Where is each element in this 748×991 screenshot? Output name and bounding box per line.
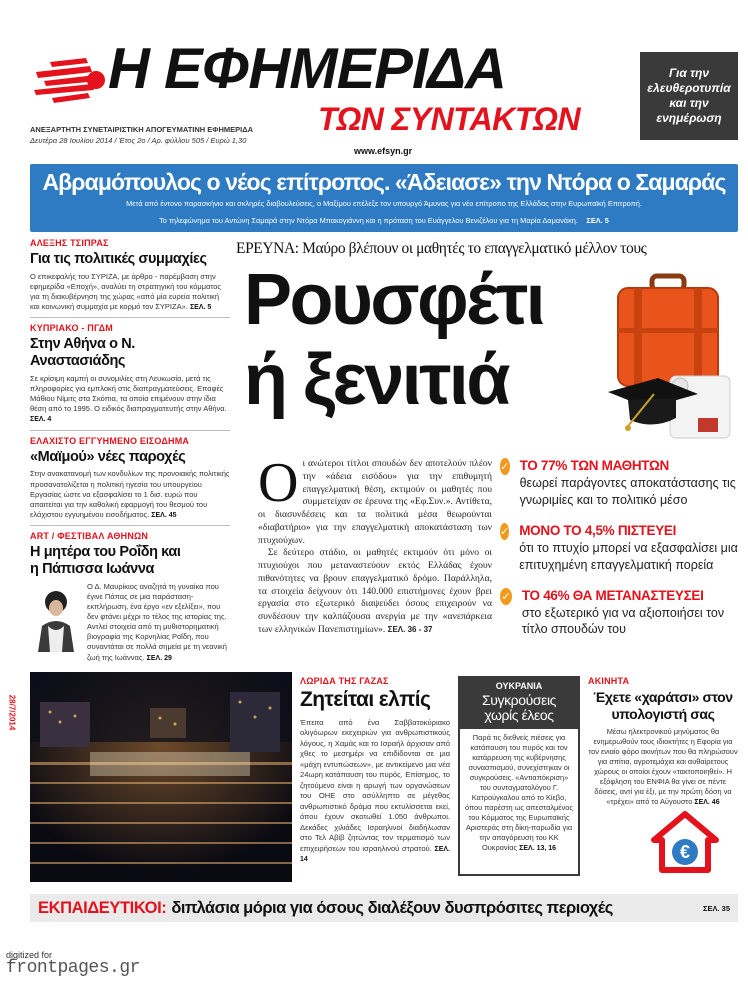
side-date: 28/7/2014 xyxy=(7,694,17,731)
bottom-banner xyxy=(30,894,738,922)
credit xyxy=(6,950,140,978)
check-icon: ✓ xyxy=(500,458,510,475)
bullet-item xyxy=(500,523,738,574)
bullet-head: ΜΟΝΟ ΤΟ 4,5% ΠΙΣΤΕΥΕΙ xyxy=(519,522,677,538)
left-story-3 xyxy=(30,436,230,521)
story-kicker: ΟΥΚΡΑΝΙΑ xyxy=(495,681,543,691)
bullet-text: ότι το πτυχίο μπορεί να εξασφαλίσει μια επιτυχημένη επαγγελματική πορεία xyxy=(519,540,738,572)
credit-line1: digitized for xyxy=(6,950,53,960)
suitcase-graduate-icon xyxy=(598,268,738,448)
story-text: Ο επικεφαλής του ΣΥΡΙΖΑ, με άρθρο - παρέμβαση στην εφημερίδα «Εποχή», αναλύει τη στρατηγική του κόμματος για τη διακυβέρνηση της χώρας «από μία ευρεία πολιτική και κοινωνική συμμαχία με κορμό τον ΣΥΡΙΖΑ». xyxy=(30,271,222,312)
story-text: Μέσω ηλεκτρονικού μηνύματος θα ενημερωθούν τους ιδιοκτήτες η Εφορία για τον ενιαίο φόρο ακινήτων που θα πληρώσουν για σπίτια, αγροτεμάχια και αυθαίρετους χώρους οι οποίοι έχουν «τακτοποιηθεί». Η εξόφληση του ΕΝΦΙΑ θα γίνει σε πέντε δόσεις, αντί για έξι, με την πρώτη δόση να «τρέχει» από το Αύγουστο xyxy=(588,727,738,807)
story-text: Παρά τις διεθνείς πιέσεις για κατάπαυση του πυρός και τον κατάρρευση της κυβέρνησης συνασπισμού, συνεχίστηκαν οι συγκρούσεις. «Αντιαπόκριση» του συνταγματολόγου Γ. Κατρούγκαλου από το Κίεβο, όπου παρέστη ως απεσταλμένος του Κόμματος της Ευρωπαϊκής Αριστεράς στη δίκη-παρωδία για την απαγόρευση του ΚΚ Ουκρανίας xyxy=(465,732,573,853)
story-page: ΣΕΛ. 14 xyxy=(300,845,450,864)
lead-page: ΣΕΛ. 36 - 37 xyxy=(387,624,433,634)
story-page: ΣΕΛ. 13, 16 xyxy=(519,845,557,853)
story-page: ΣΕΛ. 46 xyxy=(694,799,720,807)
gaza-photo xyxy=(30,672,292,882)
story-text: Στην ανακατανομή των κονδυλίων της προνοιακής πολιτικής προσανατολίζεται η πολιτική ηγεσία του υπουργείου Εργασίας ώστε να εξασφαλίσει το 1 δισ. ευρώ που απαιτείται για την καθολική εφαρμογή του θεσμού του ελάχιστου εγγυημένου εισοδήματος. xyxy=(30,469,230,519)
bottom-label: ΕΚΠΑΙΔΕΥΤΙΚΟΙ: xyxy=(38,898,167,917)
story-page: ΣΕΛ. 4 xyxy=(30,416,52,424)
svg-text:€: € xyxy=(679,842,691,862)
credit-line2: frontpages.gr xyxy=(6,958,140,978)
story-headline: Η μητέρα του Ροΐδη και η Πάπισσα Ιωάννα xyxy=(30,544,181,578)
banner-line1: Μετά από έντονο παρασκήνιο και σκληρές διαβουλεύσεις, ο Μαξίμου επέλεξε τον υπουργό Άμυνας για νέο επίτροπο της Ελλάδας στην Ευρωπαϊκή Επιτροπή. xyxy=(126,199,642,209)
story-page: ΣΕΛ. 29 xyxy=(146,654,172,662)
story-headline: Για τις πολιτικές συμμαχίες xyxy=(30,251,207,267)
ukraine-box xyxy=(458,676,580,876)
masthead-url: www.efsyn.gr xyxy=(354,146,413,156)
left-story-2 xyxy=(30,323,230,424)
story-page: ΣΕΛ. 45 xyxy=(151,511,177,519)
lead-body-text: ι ανώτεροι τίτλοι σπουδών δεν αποτελούν πλέον την «άδεια εισόδου» για την επιθυμητή επαγγελματική θέση, εκτιμούν οι μαθητές που συμμετείχαν σε έρευνα της «Εφ.Συν.». Αντίθετα, οι διασυνδέσεις και τα πολιτικά μέσα θεωρούνται «διαβατήριο» για την επαγγελματική αποκατάσταση των πτυχιούχων. xyxy=(258,458,492,546)
bullet-text: στο εξωτερικό για να αξιοποιήσει τον τίτλο σπουδών του xyxy=(521,605,725,637)
story-kicker: ART / ΦΕΣΤΙΒΑΛ ΑΘΗΝΩΝ xyxy=(30,531,149,542)
bullet-item xyxy=(500,458,738,509)
story-headline: Έχετε «χαράτσι» στον υπολογιστή σας xyxy=(593,689,733,722)
top-banner xyxy=(30,164,738,232)
property-story xyxy=(588,676,738,808)
story-kicker: ΑΚΙΝΗΤΑ xyxy=(588,676,630,686)
story-headline: Στην Αθήνα ο Ν. Αναστασιάδης xyxy=(30,336,135,370)
motto-box xyxy=(640,52,738,140)
bullet-head: ΤΟ 46% ΘΑ ΜΕΤΑΝΑΣΤΕΥΣΕΙ xyxy=(521,587,704,603)
left-story-1 xyxy=(30,238,230,312)
story-kicker: ΕΛΑΧΙΣΤΟ ΕΓΓΥΗΜΕΝΟ ΕΙΣΟΔΗΜΑ xyxy=(30,435,190,446)
story-kicker: ΛΩΡΙΔΑ ΤΗΣ ΓΑΖΑΣ xyxy=(300,676,389,686)
banner-page: ΣΕΛ. 5 xyxy=(586,216,609,226)
bullet-item xyxy=(500,588,738,639)
story-text: Ο Δ. Μαυρίκιος αναζητά τη γυναίκα που έγινε Πάπας σε μια παράσταση-εκπλήρωση, ένα έργο «εν εξελίξει», που δεν φτάνει μέχρι το τέλος της ιστορίας της. Αντλεί στοιχεία από τη μυθιστορηματική βιογραφία της Κορνηλίας Ροΐδη, που συναντάται σε πολλά σημεία με τη νεανική ζωή της Ιωάννας. xyxy=(87,581,227,662)
bullet-head: ΤΟ 77% ΤΩΝ ΜΑΘΗΤΩΝ xyxy=(519,458,669,473)
check-icon: ✓ xyxy=(500,523,509,540)
lead-bullets xyxy=(500,458,738,638)
story-page: ΣΕΛ. 5 xyxy=(189,304,212,312)
story-headline: Συγκρούσεις χωρίς έλεος xyxy=(481,692,557,724)
motto-text: Για την ελευθεροτυπία και την ενημέρωση xyxy=(647,66,731,125)
left-story-4 xyxy=(30,531,230,663)
lead-kicker: ΕΡΕΥΝΑ: Μαύρο βλέπουν οι μαθητές το επαγγελματικό μέλλον τους xyxy=(236,240,647,257)
left-column xyxy=(30,238,230,663)
bottom-text: διπλάσια μόρια για όσους διαλέξουν δυσπρόσιτες περιοχές xyxy=(171,898,613,917)
check-icon: ✓ xyxy=(500,588,512,605)
story-headline: Ζητείται ελπίς xyxy=(300,688,431,711)
lead-dropcap: Ο xyxy=(258,452,299,514)
masthead-title: Η ΕΦΗΜΕΡΙΔΑ xyxy=(108,36,506,101)
house-euro-icon xyxy=(650,810,720,874)
story-kicker: ΚΥΠΡΙΑΚΟ - ΠΓΔΜ xyxy=(30,323,113,334)
bullet-text: θεωρεί παράγοντες αποκατάστασης τις γνωριμίες και το πολιτικό μέσο xyxy=(519,476,736,507)
gaza-story xyxy=(300,676,450,865)
banner-line2: Το τηλεφώνημα του Αντώνη Σαμαρά στην Ντόρα Μπακογιάννη και η πρόταση του Ευάγγελου Βενιζέλου για τη Μαρία Δαμανάκη. xyxy=(159,216,578,226)
story-headline: «Μαϊμού» νέες παροχές xyxy=(30,448,186,465)
banner-headline: Αβραμόπουλος ο νέος επίτροπος. «Άδειασε» την Ντόρα ο Σαμαράς xyxy=(42,169,726,195)
masthead-issue: Δευτέρα 28 Ιουλίου 2014 / Έτος 2ο / Αρ. φύλλου 505 / Ευρώ 1,30 xyxy=(30,136,247,145)
masthead-logo-icon xyxy=(30,50,108,110)
lead-headline-1: Ρουσφέτι xyxy=(244,260,544,340)
bottom-page: ΣΕΛ. 35 xyxy=(702,903,730,913)
mavrikios-photo xyxy=(30,582,82,652)
lead-headline-2: ή ξενιτιά xyxy=(244,340,509,420)
masthead-tagline: ΑΝΕΞΑΡΤΗΤΗ ΣΥΝΕΤΑΙΡΙΣΤΙΚΗ ΑΠΟΓΕΥΜΑΤΙΝΗ ΕΦΗΜΕΡΙΔΑ xyxy=(30,125,254,134)
lead-body-text-2: Σε δεύτερο στάδιο, οι μαθητές εκτιμούν ότι μόνο οι πτυχιούχοι που μεταναστεύουν εκτός Ελλάδας έχουν πιθανότητες να βρουν επαγγελματικό δρόμο. Παράλληλα, τα στοιχεία δείχνουν ότι 140.000 επιστήμονες έχουν βρει εργασία στο εξωτερικό διαψεύδει όσους επιχειρούν να συνδέσουν την καλπάζουσα ανεργία με την «ανεπάρκεια των ελληνικών Πανεπιστημίων». xyxy=(258,547,492,635)
masthead-subtitle: ΤΩΝ ΣΥΝΤΑΚΤΩΝ xyxy=(318,101,580,137)
lead-body xyxy=(258,452,492,637)
story-text: Σε κρίσιμη καμπή οι συνομιλίες στη Λευκωσία, μετά τις πληροφορίες για εμπλοκή στις διαπραγματεύσεις. Επαφές Μάθιου Νίμιτς στα Σκόπια, τα οποία επιμένουν στην ίδια θέση από το 1995. Ο ειδικός διαπραγματευτής στην Αθήνα. xyxy=(30,373,227,414)
story-text: Έπειτα από ένα Σαββατοκύριακο ολιγόωρων εκεχειριών για ανθρωπιστικούς λόγους, η Χαμάς και το Ισραήλ άρχισαν από χθες το μεσημέρι να επιδίδονται σε μια «μάχη εντυπώσεων», με αντικείμενο μια νέα 24ωρη κατάπαυση του πυρός. Επίσημος, το ζητούμενο είναι η αρωγή των οργανώσεων του ΟΗΕ στο ασύλληπτο σε μέγεθος ανθρωπιστικό δράμα που εκτυλίσσεται εκεί, όπου έχουν σκοτωθεί 1.050 άνθρωποι. Δεκάδες χιλιάδες Ισραηλινοί διαδήλωσαν στο Τελ Αβίβ ζητώντας τον τερματισμό των επιχειρήσεων του ισραηλινού στρατού. xyxy=(300,718,450,853)
story-kicker: ΑΛΕΞΗΣ ΤΣΙΠΡΑΣ xyxy=(30,238,109,248)
